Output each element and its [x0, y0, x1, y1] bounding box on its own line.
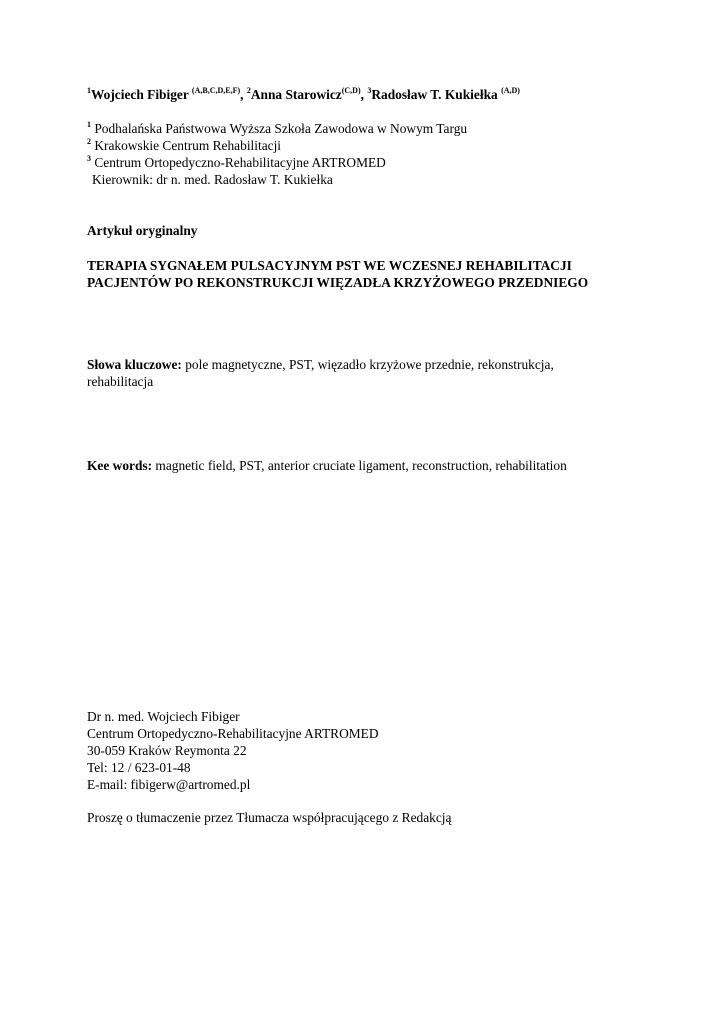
affiliation-3-text: Centrum Ortopedyczno-Rehabilitacyjne ARTROMED — [91, 155, 386, 170]
keywords-polish-label: Słowa kluczowe: — [87, 357, 182, 372]
article-type: Artykuł oryginalny — [87, 223, 198, 238]
title-line-1: TERAPIA SYGNAŁEM PULSACYJNYM PST WE WCZESNEJ REHABILITACJI — [87, 258, 572, 273]
author-separator: , — [360, 87, 368, 102]
keywords-polish — [87, 356, 685, 390]
keywords-english-text: magnetic field, PST, anterior cruciate ligament, reconstruction, rehabilitation — [152, 458, 567, 473]
affiliation-2 — [87, 137, 685, 154]
department-head: Kierownik: dr n. med. Radosław T. Kukiełka — [92, 172, 333, 187]
affiliation-1-number: 1 — [87, 119, 91, 129]
keywords-polish-text: pole magnetyczne, PST, więzadło krzyżowe przednie, rekonstrukcja, — [181, 357, 554, 372]
keywords-english — [87, 457, 685, 474]
affiliation-2-text: Krakowskie Centrum Rehabilitacji — [91, 138, 282, 153]
author-separator: , — [240, 87, 247, 102]
affiliation-1 — [87, 120, 685, 137]
author-1-roles: (A,B,C,D,E,F) — [191, 85, 241, 95]
author-3-name: Radosław T. Kukiełka — [371, 87, 502, 102]
author-2-roles: (C,D) — [341, 85, 361, 95]
affiliations — [87, 120, 685, 188]
author-3-number: 3 — [367, 85, 372, 95]
contact-address: 30-059 Kraków Reymonta 22 — [87, 743, 247, 758]
affiliation-3-number: 3 — [87, 153, 91, 163]
contact-email: E-mail: fibigerw@artromed.pl — [87, 777, 251, 792]
author-1-name: Wojciech Fibiger — [91, 87, 192, 102]
author-2-number: 2 — [246, 85, 251, 95]
author-3-roles: (A,D) — [501, 85, 520, 95]
keywords-english-label: Kee words: — [87, 458, 153, 473]
keywords-polish-text-cont: rehabilitacja — [87, 374, 154, 389]
affiliation-2-number: 2 — [87, 136, 91, 146]
contact-phone: Tel: 12 / 623-01-48 — [87, 760, 191, 775]
translation-note: Proszę o tłumaczenie przez Tłumacza współpracującego z Redakcją — [87, 810, 452, 825]
contact-institution: Centrum Ortopedyczno-Rehabilitacyjne ARTROMED — [87, 726, 379, 741]
author-2-name: Anna Starowicz — [250, 87, 342, 102]
article-title — [87, 257, 685, 291]
correspondence-address — [87, 708, 685, 793]
affiliation-3 — [87, 154, 685, 171]
contact-name: Dr n. med. Wojciech Fibiger — [87, 709, 240, 724]
affiliation-1-text: Podhalańska Państwowa Wyższa Szkoła Zawodowa w Nowym Targu — [91, 121, 468, 136]
author-line — [87, 86, 685, 103]
author-1-number: 1 — [87, 85, 91, 95]
title-line-2: PACJENTÓW PO REKONSTRUKCJI WIĘZADŁA KRZYŻOWEGO PRZEDNIEGO — [87, 275, 589, 290]
